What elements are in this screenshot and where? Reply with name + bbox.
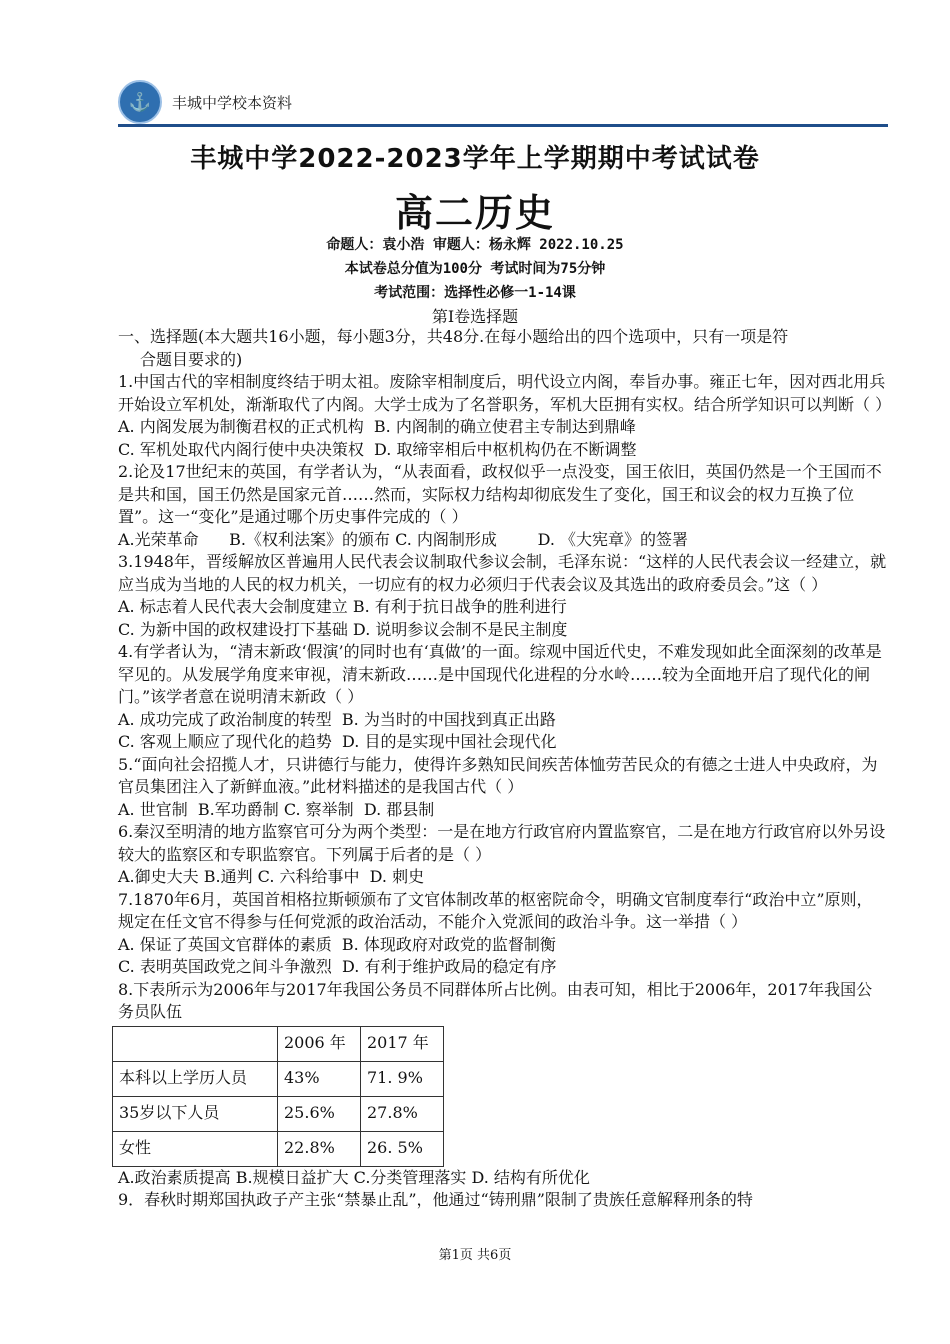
table-cell: 2006 年 — [278, 1026, 361, 1061]
meta-scope: 考试范围：选择性必修一1-14课 — [374, 285, 576, 301]
question-option: C. 军机处取代内阁行使中央决策权 D. 取缔宰相后中枢机构仍在不断调整 — [118, 439, 637, 459]
table-cell: 本科以上学历人员 — [113, 1061, 278, 1096]
exam-title: 丰城中学2022-2023学年上学期期中考试试卷 — [190, 144, 760, 174]
instructions: 一、选择题(本大题共16小题，每小题3分，共48分.在每小题给出的四个选项中，只有一项是符 — [118, 327, 789, 346]
question-stem: 7.1870年6月，英国首相格拉斯顿颁布了文官体制改革的枢密院命令，明确文官制度奉行“政治中立”原则，规定在任文官不得参与任何党派的政治活动，不能介入党派间的政治斗争。这一举措（ ） — [118, 889, 873, 931]
school-label: 丰城中学校本资料 — [172, 93, 293, 112]
question-stem: 3.1948年，晋绥解放区普遍用人民代表会议制取代参议会制，毛泽东说：“这样的人民代表会议一经建立，就应当成为当地的人民的权力机关，一切应有的权力必须归于代表会议及其选出的政府委员会。”这（ ） — [118, 552, 887, 594]
page-footer: 第1页 共6页 — [438, 1248, 512, 1263]
table-row — [113, 1061, 444, 1096]
question-stem: 9．春秋时期郑国执政子产主张“禁暴止乱”，他通过“铸刑鼎”限制了贵族任意解释刑条的特 — [118, 1190, 753, 1209]
table-cell: 71. 9% — [361, 1061, 444, 1096]
school-logo-icon: ⚓ — [118, 80, 162, 124]
question-stem: 2.论及17世纪末的英国，有学者认为，“从表面看，政权似乎一点没变，国王依旧，英国仍然是一个王国而不是共和国，国王仍然是国家元首……然而，实际权力结构却彻底发生了变化，国王和议会的权力互换了位置”。这一“变化”是通过哪个历史事件完成的（ ） — [118, 462, 882, 526]
question-option: A. 世官制 B.军功爵制 C. 察举制 D. 郡县制 — [118, 799, 435, 819]
table-cell: 26. 5% — [361, 1131, 444, 1166]
question-option: A. 成功完成了政治制度的转型 B. 为当时的中国找到真正出路 — [118, 709, 556, 729]
question-stem: 8.下表所示为2006年与2017年我国公务员不同群体所占比例。由表可知，相比于2006年，2017年我国公务员队伍 — [118, 979, 873, 1021]
question-option: A.光荣革命 B.《权利法案》的颁布 C. 内阁制形成 D. 《大宪章》的签署 — [118, 529, 689, 549]
question-option: C. 表明英国政党之间斗争激烈 D. 有利于维护政局的稳定有序 — [118, 957, 557, 976]
instructions-cont: 合题目要求的) — [140, 349, 243, 369]
question-option: A. 标志着人民代表大会制度建立 B. 有利于抗日战争的胜利进行 — [118, 597, 567, 616]
question-body — [118, 326, 892, 1212]
question-option: A. 保证了英国文官群体的素质 B. 体现政府对政党的监督制衡 — [118, 934, 556, 954]
question-stem: 5.“面向社会招揽人才，只讲德行与能力，使得许多熟知民间疾苦体恤劳苦民众的有德之士进人中央政府，为官员集团注入了新鲜血液。”此材料描述的是我国古代（ ） — [118, 754, 878, 796]
question-option: A.御史大夫 B.通判 C. 六科给事中 D. 刺史 — [118, 867, 425, 886]
table-header-row — [113, 1026, 444, 1061]
table-row — [113, 1131, 444, 1166]
table-cell — [113, 1026, 278, 1061]
question-option: A.政治素质提高 B.规模日益扩大 C.分类管理落实 D. 结构有所优化 — [118, 1167, 590, 1187]
school-header — [118, 80, 292, 124]
table-cell: 22.8% — [278, 1131, 361, 1166]
question-stem: 4.有学者认为，“清末新政‘假演’的同时也有‘真做’的一面。综观中国近代史，不难发现如此全面深刻的改革是罕见的。从发展学角度来审视，清末新政……是中国现代化进程的分水岭……较为全面地开启了现代化的闸门。”该学者意在说明清末新政（ ） — [118, 642, 882, 706]
question-option: C. 为新中国的政权建设打下基础 D. 说明参议会制不是民主制度 — [118, 619, 568, 639]
section-title: 第Ⅰ卷选择题 — [431, 307, 519, 326]
table-cell: 女性 — [113, 1131, 278, 1166]
table-cell: 2017 年 — [361, 1026, 444, 1061]
meta-score-time: 本试卷总分值为100分 考试时间为75分钟 — [344, 261, 606, 277]
table-cell: 25.6% — [278, 1096, 361, 1131]
table-cell: 27.8% — [361, 1096, 444, 1131]
question-stem: 6.秦汉至明清的地方监察官可分为两个类型：一是在地方行政官府内置监察官，二是在地方行政官府以外另设较大的监察区和专职监察官。下列属于后者的是（ ） — [118, 822, 886, 864]
table-cell: 35岁以下人员 — [113, 1096, 278, 1131]
meta-authors: 命题人：袁小浩 审题人：杨永辉 2022.10.25 — [326, 237, 624, 253]
question-option: C. 客观上顺应了现代化的趋势 D. 目的是实现中国社会现代化 — [118, 732, 557, 751]
question-stem: 1.中国古代的宰相制度终结于明太祖。废除宰相制度后，明代设立内阁，奉旨办事。雍正七年，因对西北用兵开始设立军机处，渐渐取代了内阁。大学士成为了名誉职务，军机大臣拥有实权。结合所学知识可以判断（ ） — [118, 372, 892, 414]
question-option: A. 内阁发展为制衡君权的正式机构 B. 内阁制的确立使君主专制达到鼎峰 — [118, 417, 636, 436]
table-cell: 43% — [278, 1061, 361, 1096]
table-row — [113, 1096, 444, 1131]
header-divider — [118, 124, 888, 127]
civil-servant-table — [112, 1026, 444, 1167]
subject-title: 高二历史 — [394, 191, 555, 235]
